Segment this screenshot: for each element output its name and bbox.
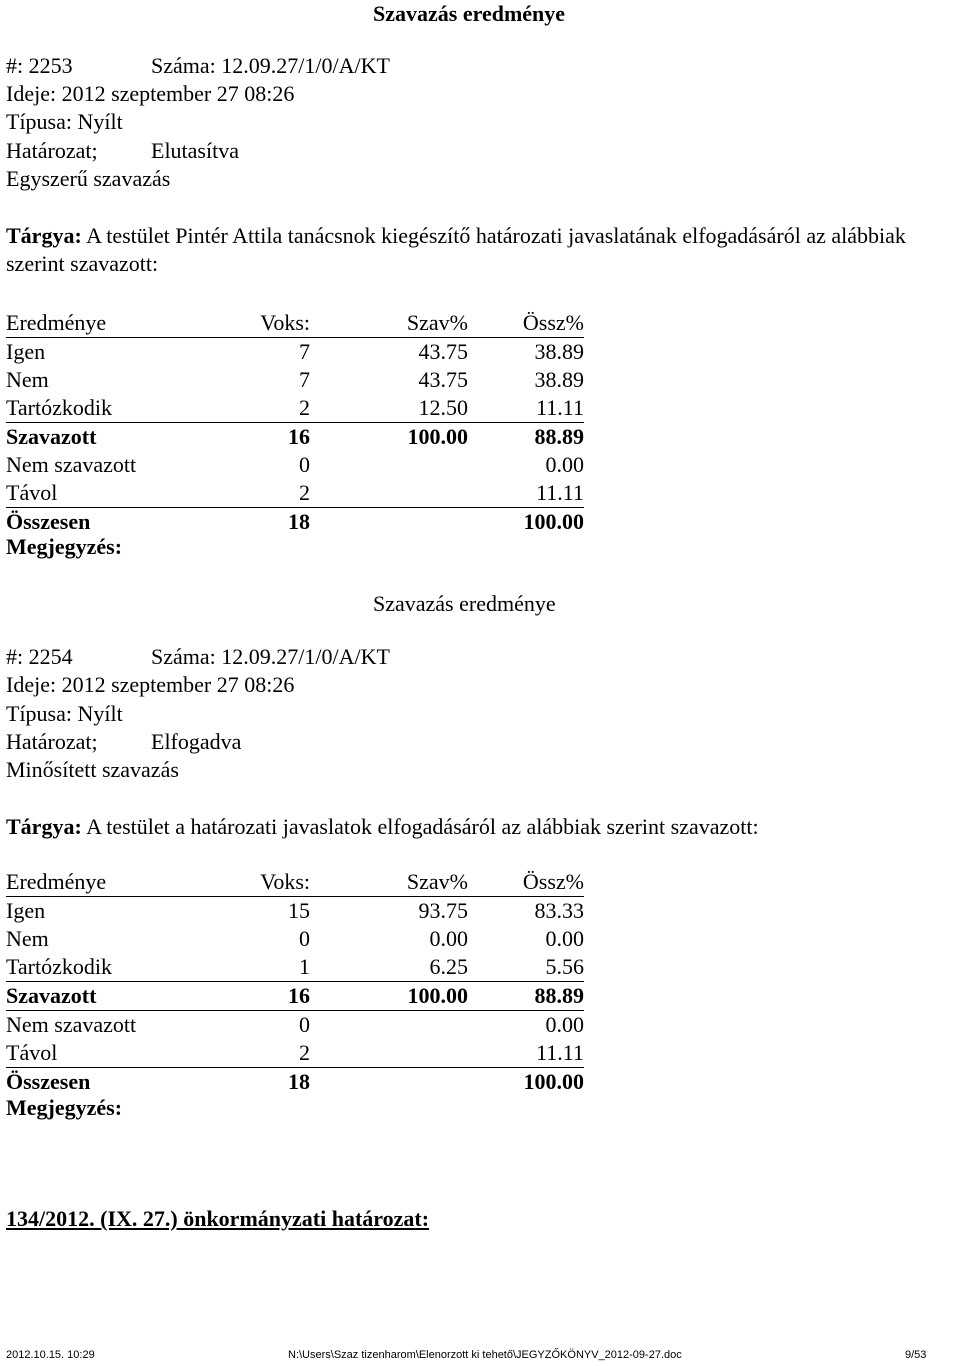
table-row <box>6 897 584 926</box>
footer-date: 2012.10.15. 10:29 <box>6 1349 95 1361</box>
table-row <box>6 366 584 394</box>
cell-voks: 2 <box>246 1039 310 1068</box>
cell-voks: 18 <box>288 1069 310 1094</box>
cell-szav <box>310 1068 468 1097</box>
cell-label: Összesen <box>6 1069 91 1094</box>
decision-label-2: Határozat; <box>6 729 98 754</box>
subject-1 <box>6 222 956 278</box>
cell-voks: 2 <box>246 479 310 508</box>
vote-time-1: Ideje: 2012 szeptember 27 08:26 <box>6 81 295 106</box>
cell-szav <box>310 1039 468 1068</box>
table-header-row <box>6 309 584 338</box>
cell-label: Nem <box>6 367 49 392</box>
vote-kind-2: Minősített szavazás <box>6 757 179 782</box>
note-label-1: Megjegyzés: <box>6 534 123 559</box>
table-row <box>6 925 584 953</box>
cell-szav: 93.75 <box>418 898 468 923</box>
vote-number-2: #: 2254 <box>6 644 73 669</box>
cell-ossz: 83.33 <box>534 898 584 923</box>
result-table-2 <box>6 868 584 1096</box>
vote-type-1: Típusa: Nyílt <box>6 109 123 134</box>
cell-voks: 1 <box>246 953 310 982</box>
table-row <box>6 508 584 537</box>
cell-ossz: 88.89 <box>468 982 584 1011</box>
cell-szav: 100.00 <box>310 982 468 1011</box>
cell-ossz: 100.00 <box>523 1069 584 1094</box>
decision-value-2: Elfogadva <box>151 729 242 754</box>
footer-page-number: 9/53 <box>905 1349 927 1361</box>
subject-text-2: A testület a határozati javaslatok elfogadásáról az alábbiak szerint szavazott: <box>86 814 759 839</box>
table-row <box>6 1039 584 1068</box>
cell-ossz: 0.00 <box>545 926 584 951</box>
col-szav-pct: Szav% <box>310 309 468 338</box>
col-eredmenye: Eredménye <box>6 309 246 338</box>
table-row <box>6 423 584 452</box>
cell-ossz: 0.00 <box>545 1012 584 1037</box>
cell-label: Nem <box>6 926 49 951</box>
col-voks: Voks: <box>246 309 310 338</box>
col-ossz-pct: Össz% <box>468 868 584 897</box>
subject-text-1: A testület Pintér Attila tanácsnok kiegészítő határozati javaslatának elfogadásáról az alábbiak szerint szavazott: <box>6 223 906 276</box>
cell-label: Szavazott <box>6 424 97 449</box>
cell-ossz: 11.11 <box>468 479 584 508</box>
cell-szav: 6.25 <box>310 953 468 982</box>
cell-szav: 0.00 <box>429 926 468 951</box>
table-row <box>6 451 584 479</box>
cell-voks: 16 <box>246 982 310 1011</box>
result-title-2: Szavazás eredménye <box>373 591 556 616</box>
cell-szav <box>310 479 468 508</box>
cell-label: Távol <box>6 479 246 508</box>
table-row <box>6 338 584 367</box>
cell-szav: 43.75 <box>418 339 468 364</box>
col-szav-pct: Szav% <box>310 868 468 897</box>
cell-szav <box>310 508 468 537</box>
vote-type-2: Típusa: Nyílt <box>6 701 123 726</box>
cell-voks: 7 <box>299 367 310 392</box>
cell-voks: 0 <box>299 926 310 951</box>
vote-number-1: #: 2253 <box>6 53 73 78</box>
col-voks: Voks: <box>246 868 310 897</box>
cell-szav <box>310 451 468 479</box>
vote-time-2: Ideje: 2012 szeptember 27 08:26 <box>6 672 295 697</box>
subject-label-2: Tárgya: <box>6 814 82 839</box>
cell-label: Tartózkodik <box>6 394 246 423</box>
decision-heading: 134/2012. (IX. 27.) önkormányzati határozat: <box>6 1206 430 1231</box>
cell-voks: 18 <box>288 509 310 534</box>
subject-2 <box>6 813 956 841</box>
cell-label: Összesen <box>6 509 91 534</box>
subject-label-1: Tárgya: <box>6 223 82 248</box>
table-row <box>6 953 584 982</box>
cell-voks: 2 <box>246 394 310 423</box>
col-eredmenye: Eredménye <box>6 868 246 897</box>
table-header-row <box>6 868 584 897</box>
cell-label: Tartózkodik <box>6 953 246 982</box>
table-row <box>6 394 584 423</box>
cell-ossz: 100.00 <box>523 509 584 534</box>
col-ossz-pct: Össz% <box>468 309 584 338</box>
decision-value-1: Elutasítva <box>151 138 239 163</box>
table-row <box>6 1011 584 1040</box>
cell-ossz: 88.89 <box>534 424 584 449</box>
cell-label: Nem szavazott <box>6 452 137 477</box>
cell-label: Nem szavazott <box>6 1012 137 1037</box>
vote-kind-1: Egyszerű szavazás <box>6 166 171 191</box>
cell-ossz: 5.56 <box>468 953 584 982</box>
cell-ossz: 38.89 <box>534 367 584 392</box>
cell-voks: 0 <box>299 1012 310 1037</box>
cell-szav: 43.75 <box>418 367 468 392</box>
cell-szav: 100.00 <box>407 424 468 449</box>
footer-path: N:\Users\Szaz tizenharom\Elenorzott ki tehető\JEGYZŐKÖNYV_2012-09-27.doc <box>288 1349 682 1361</box>
cell-label: Igen <box>6 898 46 923</box>
table-row <box>6 1068 584 1097</box>
note-label-2: Megjegyzés: <box>6 1095 123 1120</box>
vote-reference-2: Száma: 12.09.27/1/0/A/KT <box>151 644 390 669</box>
cell-label: Igen <box>6 339 46 364</box>
cell-szav <box>310 1011 468 1040</box>
cell-szav: 12.50 <box>310 394 468 423</box>
cell-ossz: 38.89 <box>534 339 584 364</box>
table-row <box>6 479 584 508</box>
vote-reference-1: Száma: 12.09.27/1/0/A/KT <box>151 53 390 78</box>
cell-voks: 7 <box>299 339 310 364</box>
cell-voks: 0 <box>299 452 310 477</box>
cell-ossz: 0.00 <box>545 452 584 477</box>
cell-label: Szavazott <box>6 982 246 1011</box>
cell-voks: 16 <box>288 424 310 449</box>
cell-label: Távol <box>6 1039 246 1068</box>
cell-ossz: 11.11 <box>468 1039 584 1068</box>
cell-voks: 15 <box>288 898 310 923</box>
table-row <box>6 982 584 1011</box>
result-title-1: Szavazás eredménye <box>373 1 566 26</box>
decision-label-1: Határozat; <box>6 138 98 163</box>
result-table-1 <box>6 309 584 536</box>
cell-ossz: 11.11 <box>468 394 584 423</box>
